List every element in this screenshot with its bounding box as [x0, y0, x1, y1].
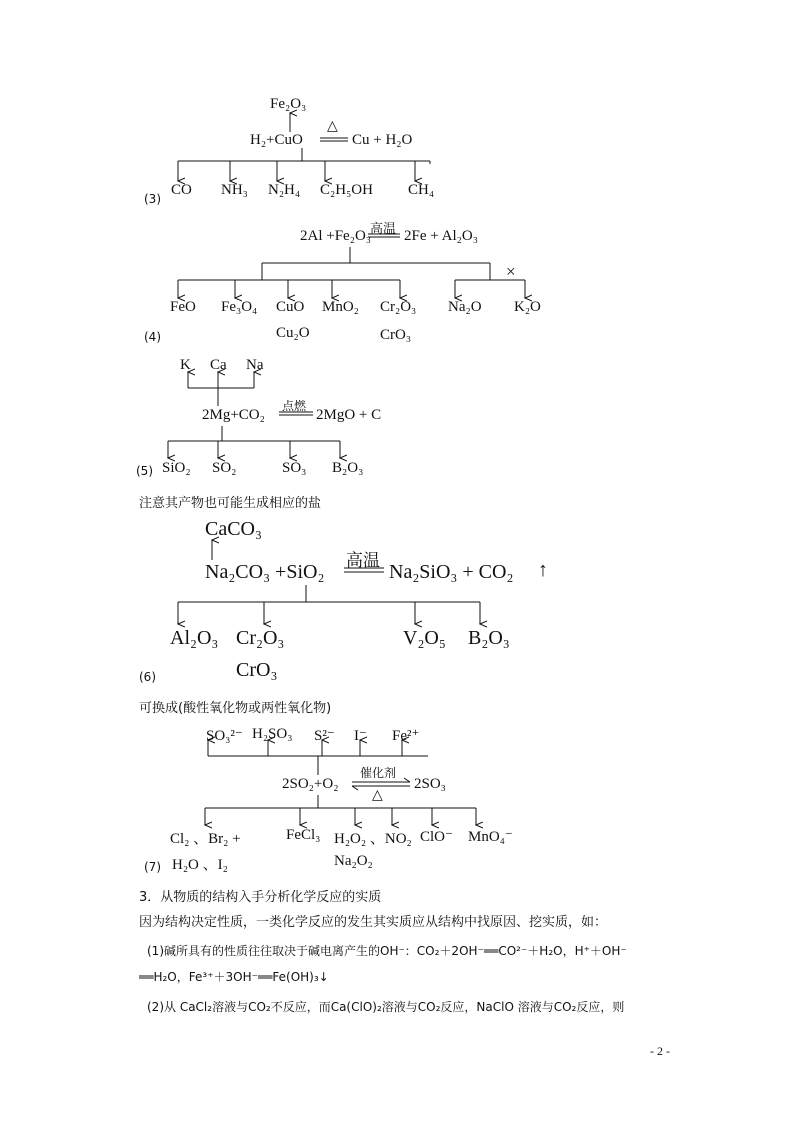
d3-item: C₂H₅OH [320, 182, 373, 198]
d6-item: Cr₂O₃ [236, 627, 285, 649]
d4-item: Na₂O [448, 299, 482, 315]
d5-top-item: Na [246, 357, 264, 373]
d7-item: Cl₂ 、Br₂ + [170, 831, 241, 847]
d4-item: Fe₃O₄ [221, 299, 258, 315]
d6-item: B₂O₃ [468, 627, 510, 649]
d3-eq-right: Cu + H₂O [352, 132, 413, 148]
d5-eq-left: 2Mg+CO₂ [202, 407, 265, 423]
paragraph-line: (2)从 CaCl₂溶液与CO₂不反应，而Ca(ClO)₂溶液与CO₂反应，NaClO 溶液与CO₂反应，则 [147, 1000, 625, 1014]
d7-sub-item: Na₂O₂ [334, 853, 373, 869]
d5-item: SO₂ [212, 460, 237, 476]
d5-item: SO₃ [282, 460, 307, 476]
d7-top-item: H₂SO₃ [252, 726, 293, 742]
d6-top-product: CaCO₃ [205, 518, 262, 540]
d4-sub-item: Cu₂O [276, 325, 310, 341]
d7-top-item: SO₃²⁻ [206, 728, 243, 744]
d4-item: MnO₂ [322, 299, 359, 315]
d4-item: FeO [170, 299, 196, 315]
d3-item: N₂H₄ [268, 182, 301, 198]
d7-condition-bottom: △ [372, 788, 383, 803]
d7-item: MnO₄⁻ [468, 829, 513, 845]
paragraph-line: (1)碱所具有的性质往往取决于碱电离产生的OH⁻：CO₂＋2OH⁻══CO²⁻＋H₂O，H⁺＋OH⁻ [147, 944, 627, 958]
d7-top-item: I⁻ [354, 728, 367, 744]
d7-condition-top: 催化剂 [360, 766, 397, 780]
d5-item: SiO₂ [162, 460, 191, 476]
d7-item: ClO⁻ [420, 829, 453, 845]
d6-sub-item: CrO₃ [236, 659, 278, 681]
paragraph-line: ══H₂O，Fe³⁺＋3OH⁻══Fe(OH)₃↓ [139, 970, 329, 984]
d6-condition: 高温 [346, 551, 380, 571]
d4-label: (4) [144, 330, 161, 344]
d4-item: Cr₂O₃ [380, 299, 417, 315]
d6-item: Al₂O₃ [170, 627, 219, 649]
d4-sub-item: CrO₃ [380, 327, 412, 343]
d5-top-item: Ca [210, 357, 227, 373]
note-salts: 注意其产物也可能生成相应的盐 [139, 496, 322, 511]
page-number: - 2 - [650, 1044, 670, 1058]
d7-sub-item: H₂O 、I₂ [172, 857, 228, 873]
d5-eq-right: 2MgO + C [316, 407, 382, 423]
note-substitute: 可换成(酸性氧化物或两性氧化物) [139, 701, 332, 716]
d6-eq-right: Na₂SiO₃ + CO₂ [389, 561, 514, 583]
d3-condition: △ [327, 119, 338, 134]
d4-eq-left: 2Al +Fe₂O₃ [300, 228, 372, 244]
d7-eq-left: 2SO₂+O₂ [282, 776, 339, 792]
d6-label: (6) [139, 670, 156, 684]
d5-label: (5) [136, 464, 153, 478]
d3-item: CH₄ [408, 182, 435, 198]
d7-item: H₂O₂ 、NO₂ [334, 831, 412, 847]
d7-label: (7) [144, 860, 161, 874]
d4-item: K₂O [514, 299, 541, 315]
d3-item: NH₃ [221, 182, 248, 198]
d6-eq-left: Na₂CO₃ +SiO₂ [205, 561, 325, 583]
d7-item: FeCl₃ [286, 827, 321, 843]
d5-condition: 点燃 [282, 399, 307, 413]
d5-item: B₂O₃ [332, 460, 364, 476]
d7-eq-right: 2SO₃ [414, 776, 446, 792]
d5-top-item: K [180, 357, 191, 373]
section-heading: 3．从物质的结构入手分析化学反应的实质 [139, 890, 382, 905]
gas-arrow-icon: ↑ [538, 559, 548, 581]
d3-top-product: Fe₂O₃ [270, 96, 307, 112]
d4-eq-right: 2Fe + Al₂O₃ [404, 228, 478, 244]
d4-condition: 高温 [370, 222, 397, 237]
d6-item: V₂O₅ [403, 627, 446, 649]
d3-eq-left: H₂+CuO [250, 132, 303, 148]
paragraph-line: 因为结构决定性质，一类化学反应的发生其实质应从结构中找原因、挖实质，如： [139, 915, 608, 930]
d3-item: CO [171, 182, 192, 198]
d7-top-item: S²⁻ [314, 728, 335, 744]
d7-top-item: Fe²⁺ [392, 728, 420, 744]
d3-label: (3) [144, 192, 161, 206]
d4-item: CuO [276, 299, 305, 315]
cross-icon: × [506, 262, 516, 281]
